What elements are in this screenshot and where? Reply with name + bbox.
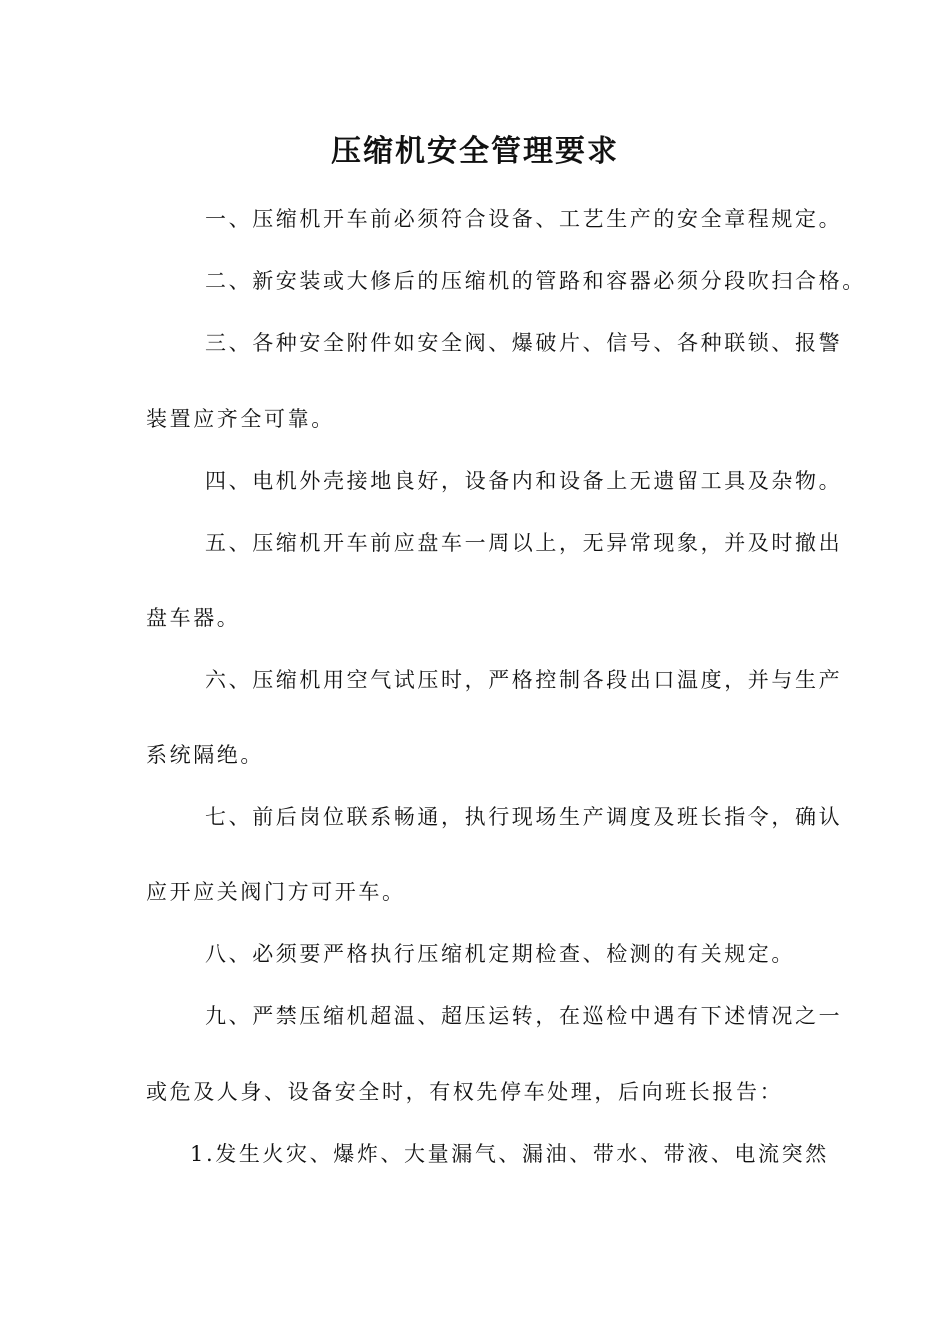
paragraph-line-3-cont: 装置应齐全可靠。: [146, 407, 335, 431]
list-item-1: 1.发生火灾、爆炸、大量漏气、漏油、带水、带液、电流突然: [190, 1142, 829, 1166]
paragraph-line-2: 二、新安装或大修后的压缩机的管路和容器必须分段吹扫合格。: [205, 269, 866, 293]
paragraph-line-8: 八、必须要严格执行压缩机定期检查、检测的有关规定。: [205, 942, 795, 966]
paragraph-line-6-cont: 系统隔绝。: [146, 743, 264, 767]
paragraph-line-5: 五、压缩机开车前应盘车一周以上，无异常现象，并及时撤出: [205, 531, 843, 555]
paragraph-line-5-cont: 盘车器。: [146, 606, 241, 630]
document-title: 压缩机安全管理要求: [331, 134, 619, 169]
paragraph-line-6: 六、压缩机用空气试压时，严格控制各段出口温度，并与生产: [205, 668, 843, 692]
paragraph-line-3: 三、各种安全附件如安全阀、爆破片、信号、各种联锁、报警: [205, 331, 843, 355]
paragraph-line-9-cont: 或危及人身、设备安全时，有权先停车处理，后向班长报告：: [146, 1080, 784, 1104]
paragraph-line-4: 四、电机外壳接地良好，设备内和设备上无遗留工具及杂物。: [205, 469, 843, 493]
paragraph-line-7: 七、前后岗位联系畅通，执行现场生产调度及班长指令，确认: [205, 805, 843, 829]
paragraph-line-7-cont: 应开应关阀门方可开车。: [146, 880, 406, 904]
paragraph-line-1: 一、压缩机开车前必须符合设备、工艺生产的安全章程规定。: [205, 207, 843, 231]
paragraph-line-9: 九、严禁压缩机超温、超压运转，在巡检中遇有下述情况之一: [205, 1004, 843, 1028]
